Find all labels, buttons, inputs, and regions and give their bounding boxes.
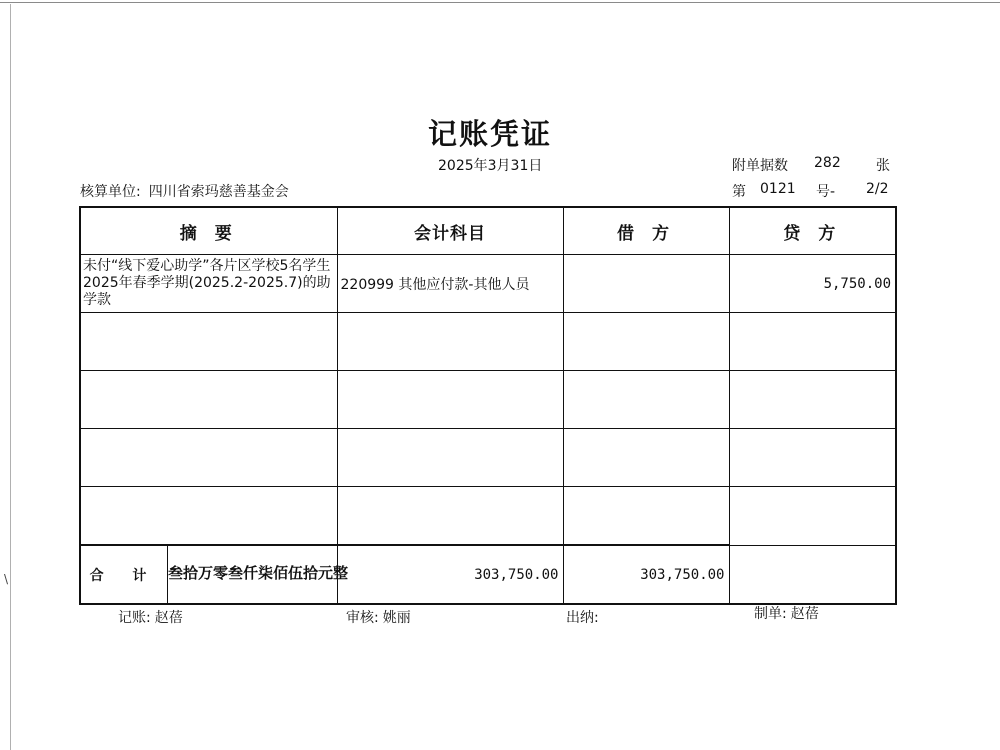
auditor (346, 607, 411, 627)
scan-top-edge (0, 2, 1000, 3)
total-label: 合 计 (81, 546, 168, 603)
row-debit (563, 255, 729, 313)
total-credit: 303,750.00 (563, 545, 729, 604)
bookkeeper-name: 赵蓓 (154, 610, 183, 626)
row-debit (563, 429, 729, 487)
total-debit: 303,750.00 (337, 545, 563, 604)
voucher-number-value: 0121 (760, 181, 796, 197)
cashier-label: 出纳: (566, 610, 599, 626)
row-account (337, 313, 563, 371)
row-credit (729, 371, 896, 429)
row-credit (729, 429, 896, 487)
table-row (80, 371, 896, 429)
cashier (566, 607, 603, 627)
row-debit (563, 371, 729, 429)
row-debit (563, 487, 729, 546)
header-credit: 贷 方 (729, 207, 896, 255)
row-account (337, 429, 563, 487)
auditor-label: 审核: (346, 610, 379, 626)
row-summary (80, 487, 337, 546)
attachments-label: 附单据数 (732, 158, 788, 174)
accounting-unit-name: 四川省索玛慈善基金会 (148, 184, 289, 200)
margin-mark: \ (4, 572, 9, 586)
voucher-number-suffix: 号- (816, 184, 836, 200)
row-summary (80, 371, 337, 429)
row-summary (80, 429, 337, 487)
header-summary: 摘 要 (80, 207, 337, 255)
bookkeeper-label: 记账: (118, 610, 151, 626)
row-account (337, 487, 563, 546)
accounting-unit (80, 181, 289, 201)
table-row (80, 313, 896, 371)
row-summary (80, 313, 337, 371)
total-amount-in-words: 叁拾万零叁仟柒佰伍拾元整 (168, 564, 349, 582)
header-debit: 借 方 (563, 207, 729, 255)
bookkeeper (118, 607, 183, 627)
row-summary: 未付“线下爱心助学”各片区学校5名学生2025年春季学期(2025.2-2025.7)的助学款 (80, 255, 337, 313)
preparer-name: 赵蓓 (790, 606, 819, 622)
voucher-title: 记账凭证 (427, 117, 552, 151)
preparer (754, 603, 819, 623)
row-debit (563, 313, 729, 371)
table-header-row (80, 207, 896, 255)
row-account (337, 371, 563, 429)
attachments-count: 282 (814, 155, 841, 171)
accounting-unit-label: 核算单位: (80, 184, 141, 200)
auditor-name: 姚丽 (382, 610, 411, 626)
header-account: 会计科目 (337, 207, 563, 255)
preparer-label: 制单: (754, 606, 787, 622)
attachments-unit: 张 (876, 158, 890, 174)
row-credit (729, 487, 896, 546)
voucher-date: 2025年3月31日 (438, 158, 543, 174)
voucher-table (79, 206, 897, 605)
row-credit: 5,750.00 (729, 255, 896, 313)
row-account: 220999 其他应付款-其他人员 (337, 255, 563, 313)
table-row (80, 429, 896, 487)
table-row (80, 255, 896, 313)
table-row (80, 487, 896, 546)
voucher-page: 2/2 (866, 181, 889, 197)
row-credit (729, 313, 896, 371)
voucher-number-prefix: 第 (732, 184, 746, 200)
